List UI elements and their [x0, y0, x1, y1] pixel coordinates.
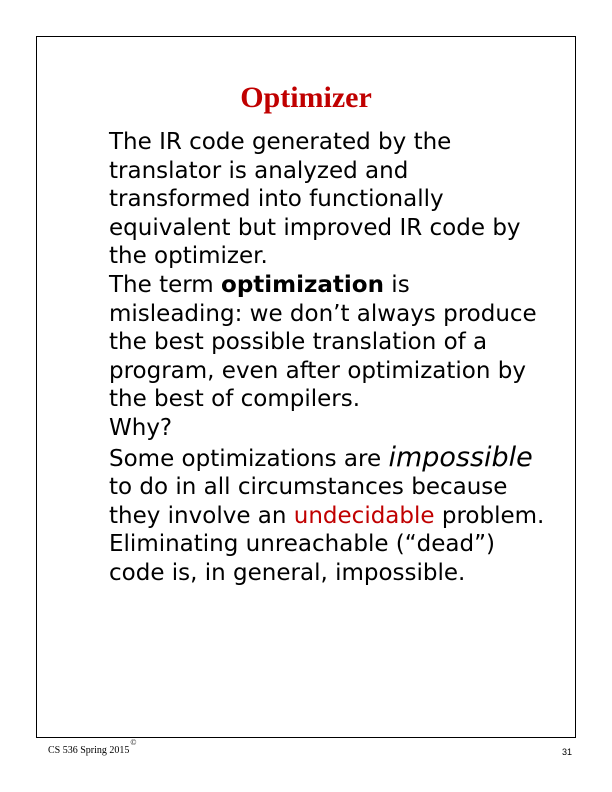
course-label: CS 536 Spring 2015: [48, 745, 130, 756]
copyright-symbol: ©: [130, 738, 137, 747]
text-fragment: problem. Eliminating unreachable (“dead”) code is, in general, impossible.: [109, 502, 545, 586]
bold-term-optimization: optimization: [221, 271, 384, 298]
footer-course: [48, 738, 137, 756]
paragraph-impossible: [109, 443, 549, 588]
italic-term-impossible: impossible: [388, 441, 533, 473]
text-fragment: is misleading: we don’t always produce the best possible translation of a program, even after optimization by the best of compilers.: [109, 271, 537, 413]
text-fragment: to do in all circumstances because they involve an: [109, 474, 508, 529]
text-fragment: Some optimizations are: [109, 445, 389, 472]
page-number: 31: [561, 747, 572, 757]
paragraph-why: Why?: [109, 414, 173, 441]
paragraph-ir-code: The IR code generated by the translator is analyzed and transformed into functionally equivalent but improved IR code by the optimizer.: [109, 129, 521, 270]
text-fragment: The term: [109, 271, 222, 298]
paragraph-optimization-term: [109, 271, 549, 414]
slide-body: [109, 128, 549, 588]
red-term-undecidable: undecidable: [293, 502, 435, 529]
slide-title: Optimizer: [240, 81, 372, 114]
